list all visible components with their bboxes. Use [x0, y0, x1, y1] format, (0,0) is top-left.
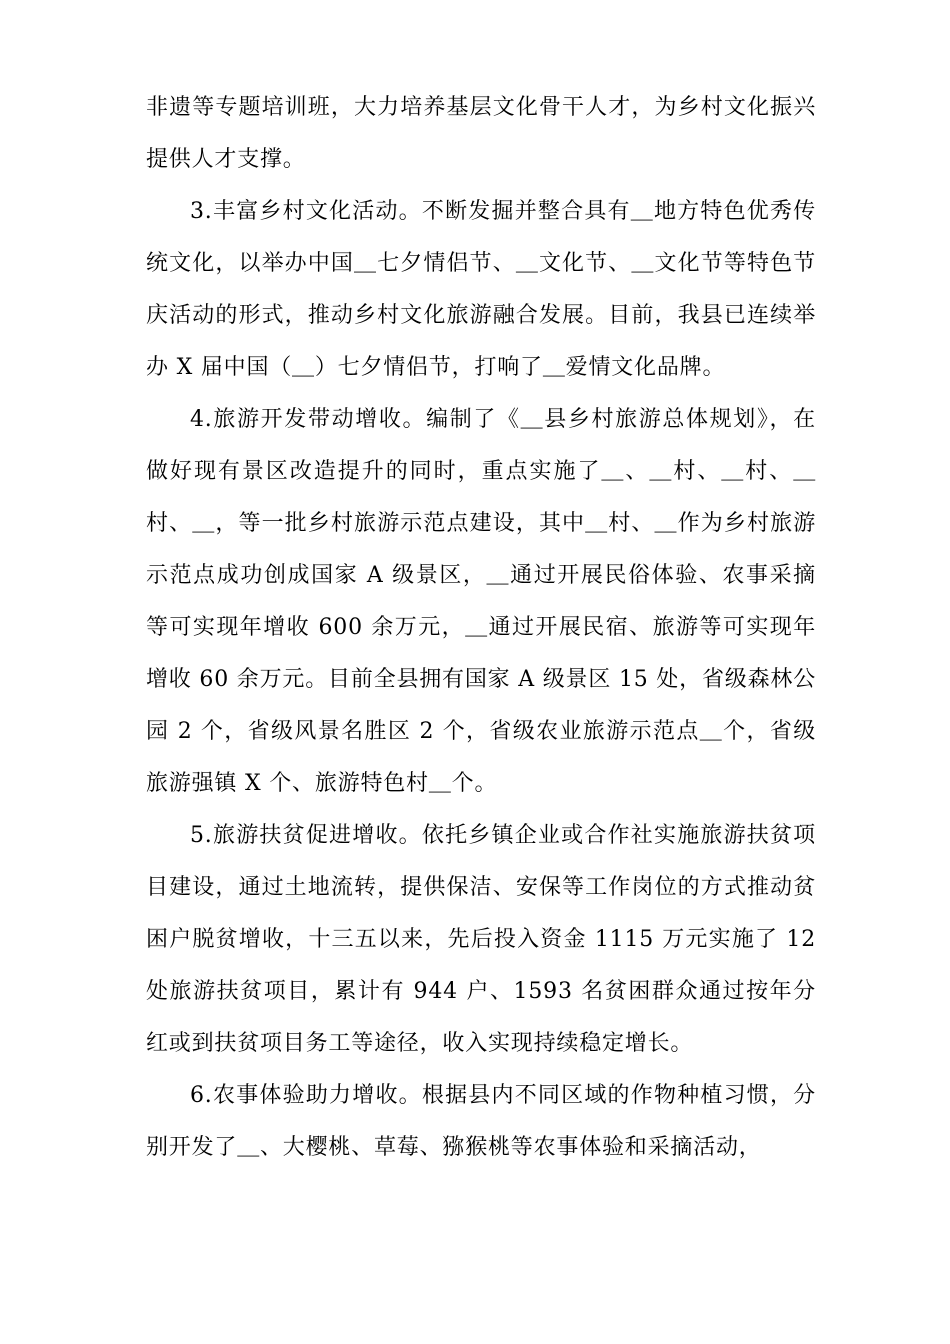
paragraph-tourism-development: 4.旅游开发带动增收。编制了《＿县乡村旅游总体规划》，在做好现有景区改造提升的同时，重点实施了＿、＿村、＿村、＿村、＿，等一批乡村旅游示范点建设，其中＿村、＿作为乡村旅游示范点成功创成国家 A 级景区，＿通过开展民俗体验、农事采摘等可实现年增收 600 余万元，＿通过开展民宿、旅游等可实现年增收 60 余万元。目前全县拥有国家 A 级景区 15 处，省级森林公园 2 个，省级风景名胜区 2 个，省级农业旅游示范点＿个，省级旅游强镇 X 个、旅游特色村＿个。	[146, 407, 816, 796]
paragraph-continuation: 非遗等专题培训班，大力培养基层文化骨干人才，为乡村文化振兴提供人才支撑。	[146, 95, 816, 172]
paragraph-rich-culture-activities: 3.丰富乡村文化活动。不断发掘并整合具有＿地方特色优秀传统文化，以举办中国＿七夕情侣节、＿文化节、＿文化节等特色节庆活动的形式，推动乡村文化旅游融合发展。目前，我县已连续举办 X 届中国（＿）七夕情侣节，打响了＿爱情文化品牌。	[146, 199, 816, 380]
paragraph-tourism-poverty-alleviation: 5.旅游扶贫促进增收。依托乡镇企业或合作社实施旅游扶贫项目建设，通过土地流转，提供保洁、安保等工作岗位的方式推动贫困户脱贫增收，十三五以来，先后投入资金 1115 万元实施了 12 处旅游扶贫项目，累计有 944 户、1593 名贫困群众通过按年分红或到扶贫项目务工等途径，收入实现持续稳定增长。	[146, 823, 816, 1056]
paragraph-farm-experience: 6.农事体验助力增收。根据县内不同区域的作物种植习惯，分别开发了＿、大樱桃、草莓、猕猴桃等农事体验和采摘活动，	[146, 1083, 816, 1160]
